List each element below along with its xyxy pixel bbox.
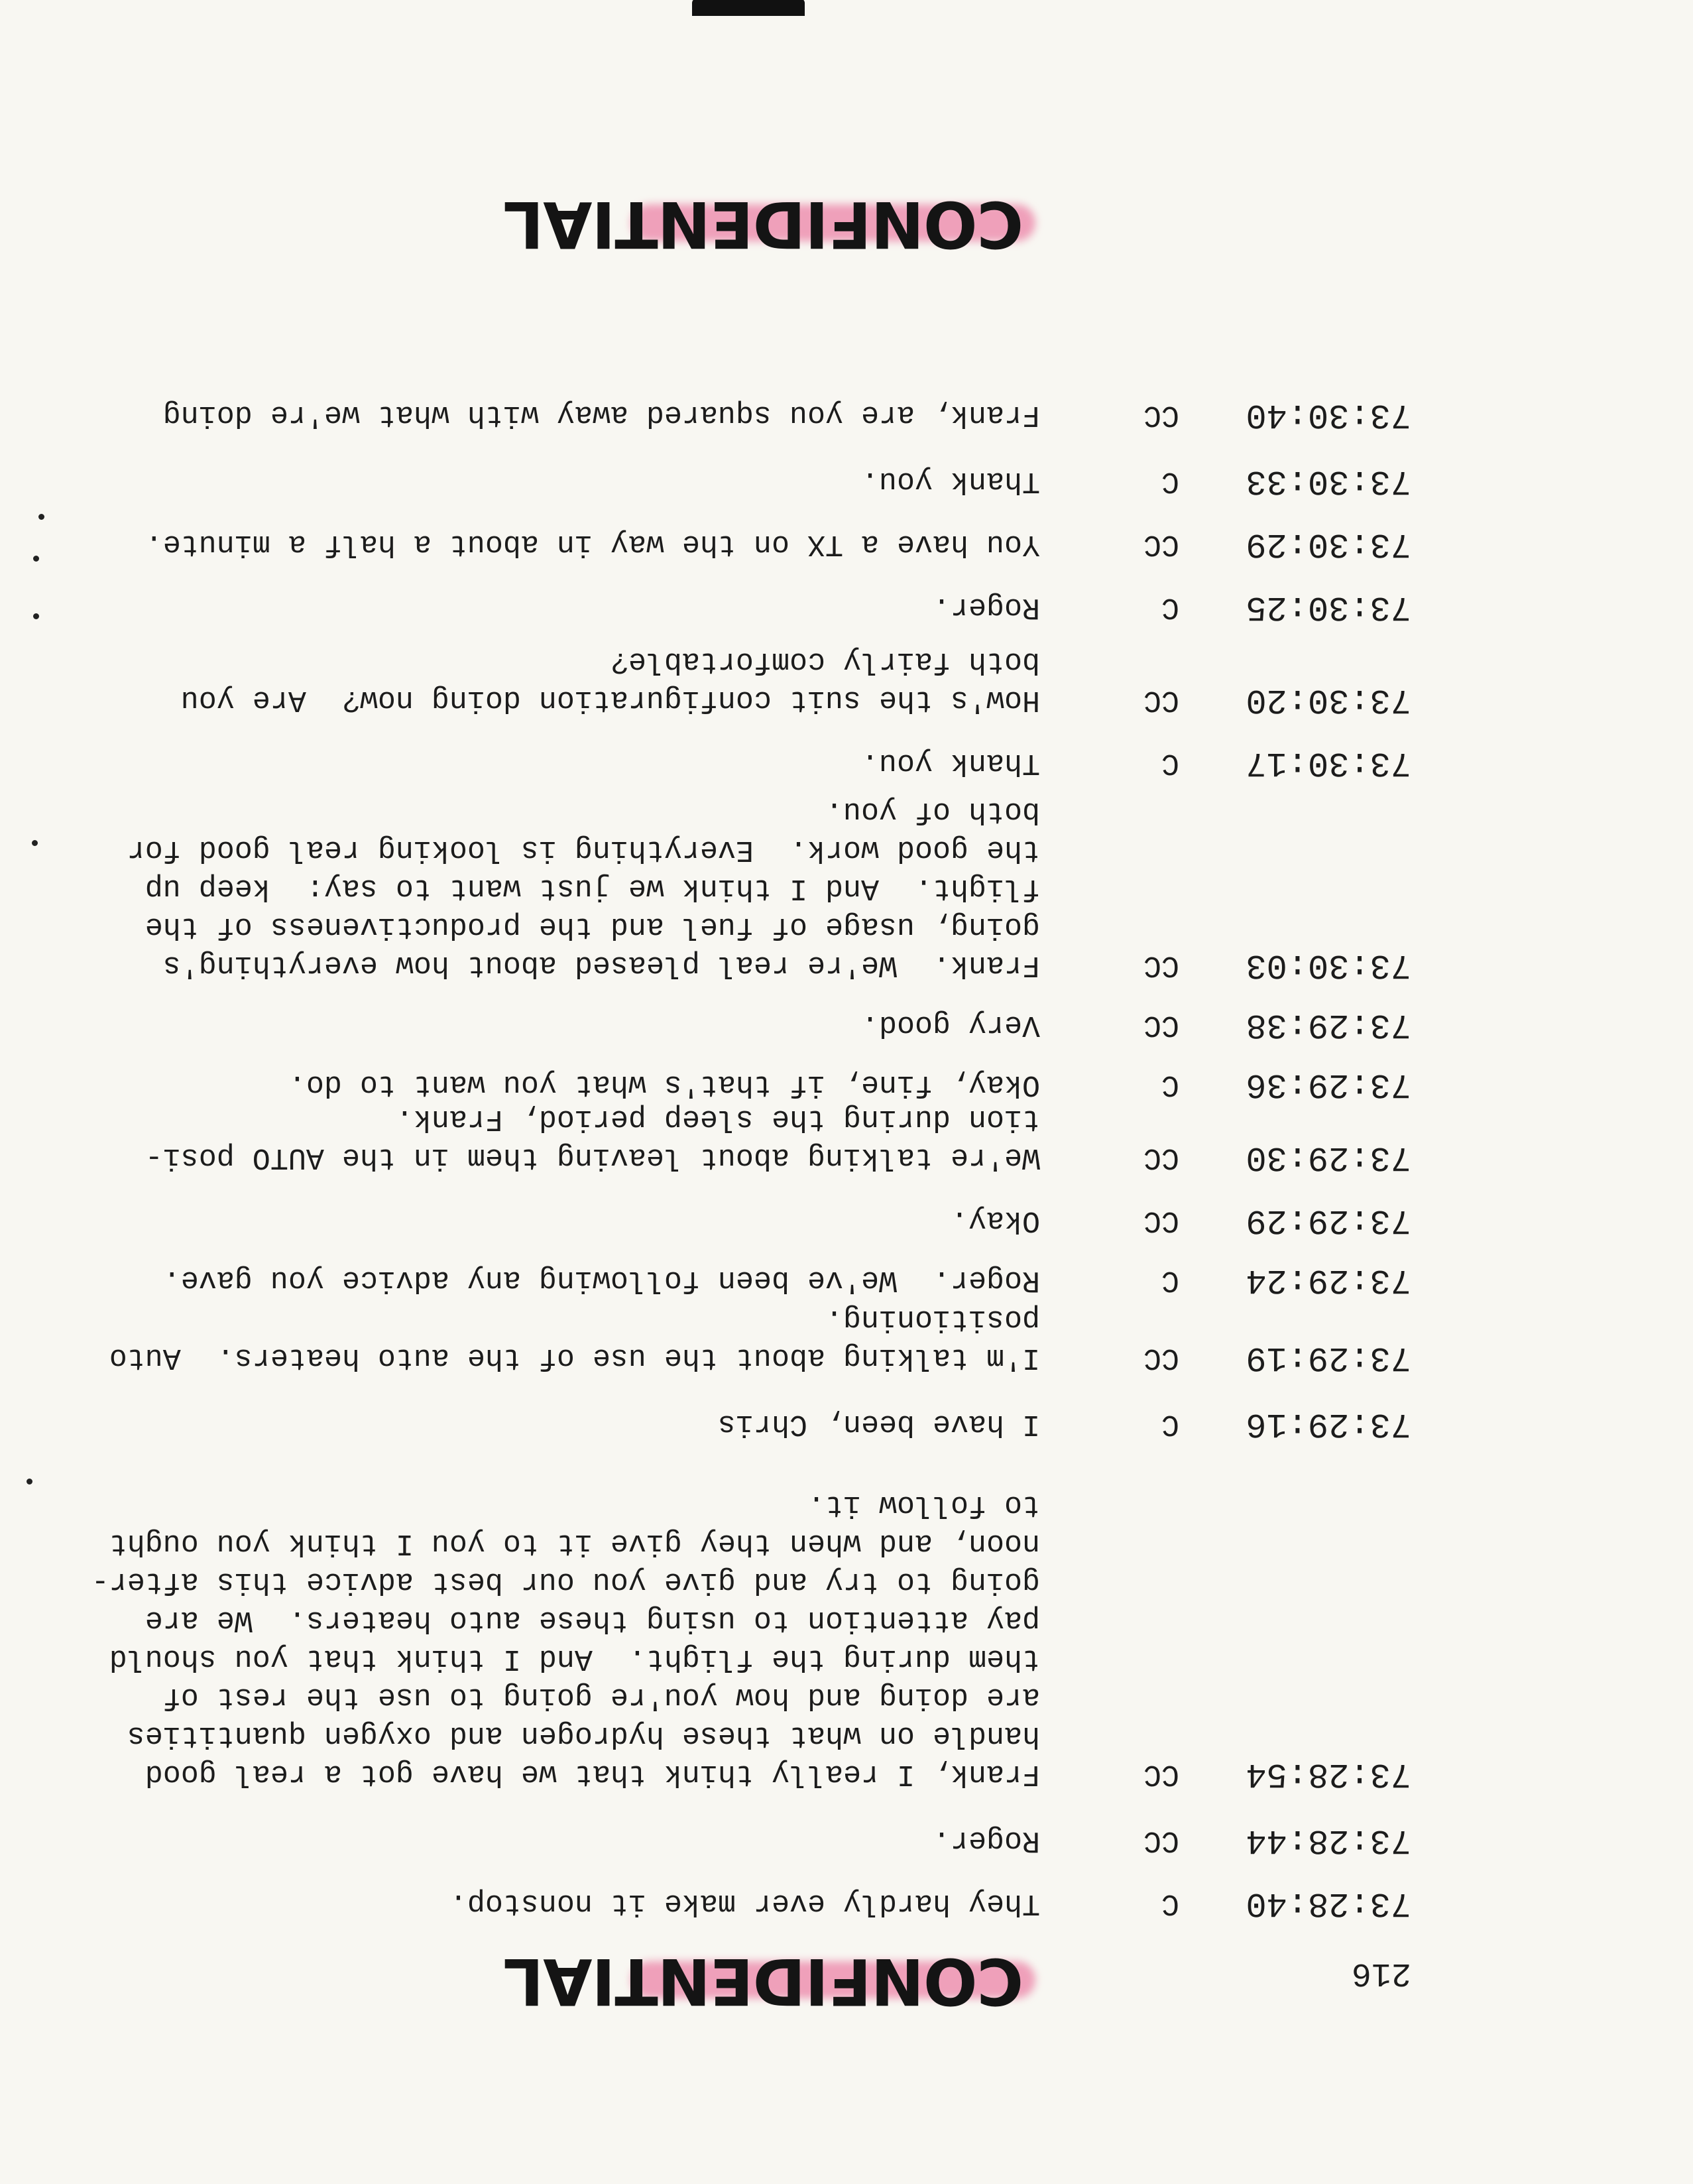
entry-text-line: flight. And I think we just want to say: keep up <box>145 871 1040 905</box>
entry-text-line: Frank, are you squared away with what we're doing <box>162 398 1040 432</box>
entry-speaker: CC <box>1143 1757 1179 1791</box>
entry-text-line: Roger. <box>932 590 1040 624</box>
entry-speaker: CC <box>1143 1140 1179 1174</box>
entry-text <box>46 792 1040 984</box>
entry-text <box>46 1260 1040 1299</box>
entry-speaker: CC <box>1143 1341 1179 1374</box>
entry-text-line: both fairly comfortable? <box>610 644 1040 678</box>
entry-text-line: I'm talking about the use of the auto heaters. Auto <box>109 1341 1040 1374</box>
entry-text-line: Frank. We're real pleased about how everything's <box>162 948 1040 982</box>
confidential-stamp-text: CONFIDENTIAL <box>504 1944 1023 2018</box>
entry-timestamp: 73:30:29 <box>1246 524 1411 564</box>
entry-speaker: C <box>1161 590 1179 624</box>
entry-text-line: are doing and how you're going to use the rest of <box>162 1680 1040 1714</box>
entry-speaker: CC <box>1143 1823 1179 1857</box>
entry-timestamp: 73:29:29 <box>1246 1201 1411 1240</box>
entry-timestamp: 73:29:19 <box>1246 1338 1411 1377</box>
entry-timestamp: 73:29:16 <box>1246 1404 1411 1443</box>
ink-smudge <box>692 0 805 16</box>
entry-timestamp: 73:30:20 <box>1246 680 1411 719</box>
entry-text <box>46 587 1040 626</box>
entry-timestamp: 73:29:24 <box>1246 1260 1411 1300</box>
margin-mark <box>33 613 39 619</box>
confidential-stamp-top <box>504 1944 1023 2018</box>
entry-speaker: C <box>1161 746 1179 780</box>
entry-timestamp: 73:28:44 <box>1246 1821 1411 1860</box>
entry-speaker: CC <box>1143 398 1179 432</box>
entry-text <box>46 1485 1040 1793</box>
entry-text-line: handle on what these hydrogen and oxygen quantities <box>127 1719 1040 1752</box>
entry-speaker: C <box>1161 1886 1179 1920</box>
entry-speaker: C <box>1161 1263 1179 1297</box>
entry-text <box>46 395 1040 434</box>
entry-speaker: C <box>1161 1067 1179 1101</box>
entry-text <box>46 1201 1040 1239</box>
entry-speaker: CC <box>1143 1008 1179 1042</box>
entry-text <box>46 461 1040 500</box>
entry-text <box>46 1821 1040 1859</box>
margin-mark <box>33 556 39 562</box>
margin-mark <box>38 514 44 520</box>
entry-text <box>46 642 1040 719</box>
entry-text-line: the good work. Everything is looking real good for <box>127 833 1040 867</box>
confidential-stamp-bottom <box>504 187 1023 261</box>
entry-text-line: Okay, fine, if that's what you want to do. <box>288 1067 1040 1101</box>
entry-text-line: Roger. We've been following any advice you gave. <box>162 1263 1040 1297</box>
entry-speaker: C <box>1161 1407 1179 1441</box>
entry-text-line: tion during the sleep period, Frank. <box>395 1102 1040 1136</box>
entry-timestamp: 73:30:17 <box>1246 743 1411 782</box>
margin-mark <box>32 840 38 846</box>
entry-text <box>46 743 1040 782</box>
entry-text-line: Okay. <box>950 1203 1040 1237</box>
entry-text <box>46 1005 1040 1044</box>
entry-text-line: Frank, I really think that we have got a real good <box>145 1757 1040 1791</box>
entry-timestamp: 73:28:40 <box>1246 1884 1411 1923</box>
entry-text-line: I have been, Chris <box>717 1407 1040 1441</box>
entry-text-line: noon, and when they give it to you I think you ought <box>109 1526 1040 1560</box>
entry-text <box>46 1884 1040 1922</box>
entry-timestamp: 73:29:38 <box>1246 1005 1411 1044</box>
entry-text <box>46 1065 1040 1103</box>
entry-timestamp: 73:28:54 <box>1246 1754 1411 1793</box>
entry-timestamp: 73:30:03 <box>1246 945 1411 985</box>
entry-text-line: going, usage of fuel and the productiveness of the <box>145 910 1040 943</box>
entry-timestamp: 73:30:33 <box>1246 461 1411 501</box>
entry-timestamp: 73:30:25 <box>1246 587 1411 627</box>
entry-text <box>46 524 1040 563</box>
entry-timestamp: 73:29:30 <box>1246 1138 1411 1177</box>
entry-text-line: them during the flight. And I think that you should <box>109 1642 1040 1675</box>
entry-text <box>46 1404 1040 1443</box>
entry-text-line: both of you. <box>825 794 1040 828</box>
entry-text <box>46 1300 1040 1376</box>
entry-text-line: You have a TX on the way in about a half a minute. <box>145 527 1040 561</box>
margin-mark <box>27 1479 32 1485</box>
entry-text-line: Very good. <box>860 1008 1040 1042</box>
entry-speaker: CC <box>1143 683 1179 717</box>
entry-text <box>46 1099 1040 1176</box>
entry-text-line: They hardly ever make it nonstop. <box>449 1886 1040 1920</box>
entry-text-line: Roger. <box>932 1823 1040 1857</box>
entry-speaker: CC <box>1143 527 1179 561</box>
entry-speaker: CC <box>1143 1203 1179 1237</box>
entry-speaker: C <box>1161 464 1179 498</box>
entry-timestamp: 73:29:36 <box>1246 1065 1411 1104</box>
entry-text-line: going to try and give you our best advice this after- <box>91 1565 1040 1599</box>
entry-timestamp: 73:30:40 <box>1246 395 1411 434</box>
confidential-stamp-text: CONFIDENTIAL <box>504 187 1023 261</box>
entry-text-line: Thank you. <box>860 746 1040 780</box>
entry-text-line: Thank you. <box>860 464 1040 498</box>
entry-text-line: positioning. <box>825 1302 1040 1336</box>
entry-speaker: CC <box>1143 948 1179 982</box>
entry-text-line: We're talking about leaving them in the AUTO posi- <box>145 1140 1040 1174</box>
entry-text-line: to follow it. <box>807 1488 1040 1522</box>
page-number: 216 <box>1351 1954 1411 1992</box>
entry-text-line: pay attention to using these auto heaters. We are <box>145 1603 1040 1637</box>
entry-text-line: How's the suit configuration doing now? Are you <box>180 683 1040 717</box>
